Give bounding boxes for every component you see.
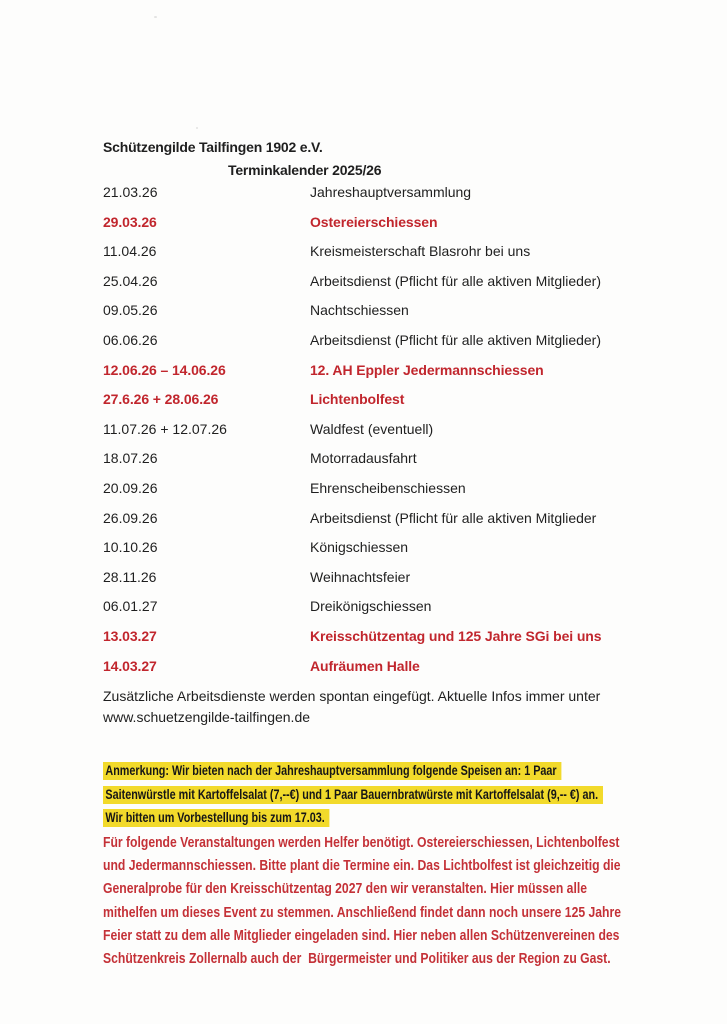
event-label: Weihnachtsfeier bbox=[310, 568, 411, 585]
event-date: 06.06.26 bbox=[103, 331, 158, 348]
event-label: 12. AH Eppler Jedermannschiessen bbox=[310, 361, 544, 378]
event-label: Kreismeisterschaft Blasrohr bei uns bbox=[310, 243, 531, 260]
highlighted-text: Wir bitten um Vorbestellung bis zum 17.03. bbox=[103, 809, 330, 827]
event-row bbox=[103, 628, 663, 658]
text-line: Schützenkreis Zollernalb auch der Bürgermeister und Politiker aus der Region zu Gast. bbox=[103, 951, 611, 968]
event-date: 27.6.26 + 28.06.26 bbox=[103, 391, 219, 408]
text-line: www.schuetzengilde-tailfingen.de bbox=[103, 709, 311, 725]
event-date: 29.03.26 bbox=[103, 213, 157, 230]
event-label: Lichtenbolfest bbox=[310, 391, 405, 408]
event-row bbox=[103, 480, 663, 510]
text-line: Für folgende Veranstaltungen werden Helfer benötigt. Ostereierschiessen, Lichtenbolfest bbox=[103, 835, 620, 851]
event-label: Arbeitsdienst (Pflicht für alle aktiven Mitglieder bbox=[310, 509, 597, 526]
scan-speck bbox=[154, 16, 157, 18]
text-line bbox=[103, 759, 603, 783]
text-line bbox=[103, 806, 603, 830]
event-label: Nachtschiessen bbox=[310, 302, 409, 319]
event-date: 11.04.26 bbox=[103, 243, 157, 260]
text-line: und Jedermannschiessen. Bitte plant die Termine ein. Das Lichtbolfest ist gleichzeitig die bbox=[103, 858, 621, 875]
event-label: Motorradausfahrt bbox=[310, 450, 417, 467]
event-row bbox=[103, 362, 663, 392]
event-label: Königschiessen bbox=[310, 539, 409, 556]
text-line: Generalprobe für den Kreisschützentag 2027 den wir veranstalten. Hier müssen alle bbox=[103, 881, 587, 898]
event-date: 18.07.26 bbox=[103, 450, 158, 467]
event-row bbox=[103, 332, 663, 362]
event-row bbox=[103, 658, 663, 688]
event-date: 14.03.27 bbox=[103, 657, 157, 674]
event-date: 20.09.26 bbox=[103, 479, 158, 496]
event-date: 26.09.26 bbox=[103, 509, 158, 526]
event-label: Ostereierschiessen bbox=[310, 213, 438, 230]
event-row bbox=[103, 273, 663, 303]
scan-speck bbox=[196, 127, 198, 129]
helpers-needed-paragraph bbox=[103, 832, 621, 971]
event-date: 13.03.27 bbox=[103, 627, 157, 644]
text-line bbox=[103, 783, 603, 807]
event-row bbox=[103, 184, 663, 214]
event-date: 21.03.26 bbox=[103, 184, 158, 200]
event-date: 28.11.26 bbox=[103, 568, 157, 585]
calendar-title: Terminkalender 2025/26 bbox=[228, 162, 382, 178]
event-label: Arbeitsdienst (Pflicht für alle aktiven Mitglieder) bbox=[310, 331, 602, 348]
event-row bbox=[103, 302, 663, 332]
event-date: 06.01.27 bbox=[103, 598, 158, 615]
event-row bbox=[103, 391, 663, 421]
event-label: Dreikönigschiessen bbox=[310, 598, 432, 615]
highlighted-text: Saitenwürstle mit Kartoffelsalat (7,--€) und 1 Paar Bauernbratwürste mit Kartoffelsalat (9,-- €) an. bbox=[103, 786, 603, 804]
event-row bbox=[103, 214, 663, 244]
event-date: 09.05.26 bbox=[103, 302, 158, 319]
event-date: 12.06.26 – 14.06.26 bbox=[103, 361, 226, 378]
event-row bbox=[103, 421, 663, 451]
highlighted-text: Anmerkung: Wir bieten nach der Jahreshauptversammlung folgende Speisen an: 1 Paar bbox=[103, 762, 561, 780]
event-date: 10.10.26 bbox=[103, 539, 158, 556]
event-date: 11.07.26 + 12.07.26 bbox=[103, 420, 227, 437]
event-row bbox=[103, 569, 663, 599]
event-label: Kreisschützentag und 125 Jahre SGi bei uns bbox=[310, 627, 602, 644]
text-line: mithelfen um dieses Event zu stemmen. Anschließend findet dann noch unsere 125 Jahre bbox=[103, 904, 622, 921]
highlighted-remark bbox=[103, 759, 603, 830]
event-label: Ehrenscheibenschiessen bbox=[310, 479, 466, 496]
organization-title: Schützengilde Tailfingen 1902 e.V. bbox=[103, 139, 323, 155]
event-label: Waldfest (eventuell) bbox=[310, 420, 434, 437]
spontaneous-workdays-note bbox=[103, 686, 600, 728]
text-line: Feier statt zu dem alle Mitglieder eingeladen sind. Hier neben allen Schützenvereinen des bbox=[103, 927, 620, 944]
event-date: 25.04.26 bbox=[103, 272, 158, 289]
event-row bbox=[103, 243, 663, 273]
event-row bbox=[103, 539, 663, 569]
event-label: Aufräumen Halle bbox=[310, 657, 420, 674]
text-line: Zusätzliche Arbeitsdienste werden spontan eingefügt. Aktuelle Infos immer unter bbox=[103, 688, 601, 704]
event-label: Jahreshauptversammlung bbox=[310, 184, 472, 200]
event-row bbox=[103, 450, 663, 480]
event-row bbox=[103, 598, 663, 628]
event-label: Arbeitsdienst (Pflicht für alle aktiven Mitglieder) bbox=[310, 272, 602, 289]
event-row bbox=[103, 510, 663, 540]
event-table bbox=[103, 184, 663, 687]
